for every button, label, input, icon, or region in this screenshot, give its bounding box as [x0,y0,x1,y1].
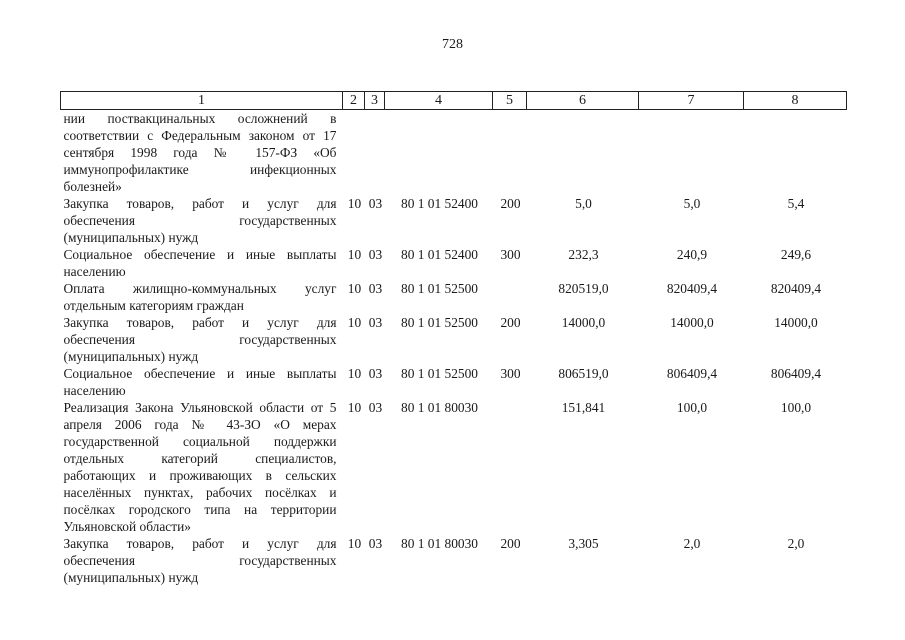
column-header-7: 7 [639,92,744,110]
row-target-code: 80 1 01 52400 [401,247,478,262]
row-value-col7: 5,0 [683,196,701,211]
row-target-code: 80 1 01 52400 [401,196,478,211]
row-section: 10 [347,281,362,296]
row-section: 10 [347,536,362,551]
row-subsection: 03 [368,247,383,262]
table-row [61,535,847,586]
row-value-col6: 3,305 [568,536,599,551]
row-value-col8 [744,110,847,196]
row-subsection: 03 [368,315,383,330]
row-expense-type [493,280,527,314]
row-value-col7: 14000,0 [670,315,714,330]
table-row [61,399,847,535]
row-target-code: 80 1 01 52500 [401,281,478,296]
row-expense-type: 300 [500,247,521,262]
column-header-1: 1 [61,92,343,110]
row-target-code: 80 1 01 80030 [401,400,478,415]
row-expense-type: 300 [500,366,521,381]
column-header-2: 2 [343,92,365,110]
table-row [61,365,847,399]
row-value-col7 [639,110,744,196]
column-header-8: 8 [744,92,847,110]
budget-table [60,91,847,586]
row-value-col8: 5,4 [787,196,805,211]
row-subsection: 03 [368,196,383,211]
row-expense-type: 200 [500,536,521,551]
header-row [61,92,847,110]
row-section: 10 [347,400,362,415]
row-name: Социальное обеспечение и иные выплаты населению [63,366,337,398]
row-expense-type: 200 [500,315,521,330]
row-section: 10 [347,196,362,211]
row-value-col8: 14000,0 [774,315,818,330]
row-expense-type: 200 [500,196,521,211]
row-section: 10 [347,247,362,262]
row-value-col8: 806409,4 [770,366,822,381]
row-section: 10 [347,366,362,381]
row-value-col8: 820409,4 [770,281,822,296]
column-header-3: 3 [365,92,385,110]
row-subsection: 03 [368,281,383,296]
row-value-col7: 2,0 [683,536,701,551]
row-name: Социальное обеспечение и иные выплаты населению [63,247,337,279]
table-row [61,246,847,280]
page-number: 728 [442,37,463,52]
row-subsection [365,110,385,196]
row-value-col6: 232,3 [568,247,599,262]
row-target-code: 80 1 01 52500 [401,315,478,330]
row-name: Закупка товаров, работ и услуг для обеспечения государственных (муниципальных) нужд [63,315,337,364]
table-row [61,195,847,246]
row-value-col6: 806519,0 [558,366,609,381]
row-expense-type [493,399,527,535]
row-value-col6: 5,0 [575,196,592,211]
row-name: Закупка товаров, работ и услуг для обеспечения государственных (муниципальных) нужд [63,196,337,245]
column-header-5: 5 [493,92,527,110]
row-section [343,110,365,196]
row-value-col8: 249,6 [780,247,812,262]
row-name: Реализация Закона Ульяновской области от 5 апреля 2006 года № 43-ЗО «О мерах государственной социальной поддержки отдельных категорий специалистов, работающих и проживающих в сельских населённых пунктах, рабочих посёлках и посёлках городского типа на территории Ульяновской области» [63,400,337,534]
row-name: Оплата жилищно-коммунальных услуг отдельным категориям граждан [63,281,337,313]
row-name: Закупка товаров, работ и услуг для обеспечения государственных (муниципальных) нужд [63,536,337,585]
row-value-col7: 100,0 [676,400,708,415]
row-value-col7: 240,9 [676,247,708,262]
row-target-code [385,110,493,196]
row-expense-type [493,110,527,196]
row-value-col7: 806409,4 [666,366,718,381]
row-value-col6: 151,841 [561,400,606,415]
row-value-col7: 820409,4 [666,281,718,296]
row-name: нии поствакцинальных осложнений в соответствии с Федеральным законом от 17 сентября 1998 года № 157-ФЗ «Об иммунопрофилактике инфекционных болезней» [63,111,337,194]
row-subsection: 03 [368,536,383,551]
row-target-code: 80 1 01 52500 [401,366,478,381]
row-value-col6: 820519,0 [558,281,609,296]
row-target-code: 80 1 01 80030 [401,536,478,551]
table-row [61,280,847,314]
row-value-col6: 14000,0 [561,315,606,330]
row-value-col8: 100,0 [780,400,812,415]
table-row [61,110,847,196]
row-subsection: 03 [368,400,383,415]
row-subsection: 03 [368,366,383,381]
row-section: 10 [347,315,362,330]
row-value-col8: 2,0 [787,536,805,551]
column-header-4: 4 [385,92,493,110]
column-header-6: 6 [527,92,639,110]
table-row [61,314,847,365]
row-value-col6 [527,110,639,196]
